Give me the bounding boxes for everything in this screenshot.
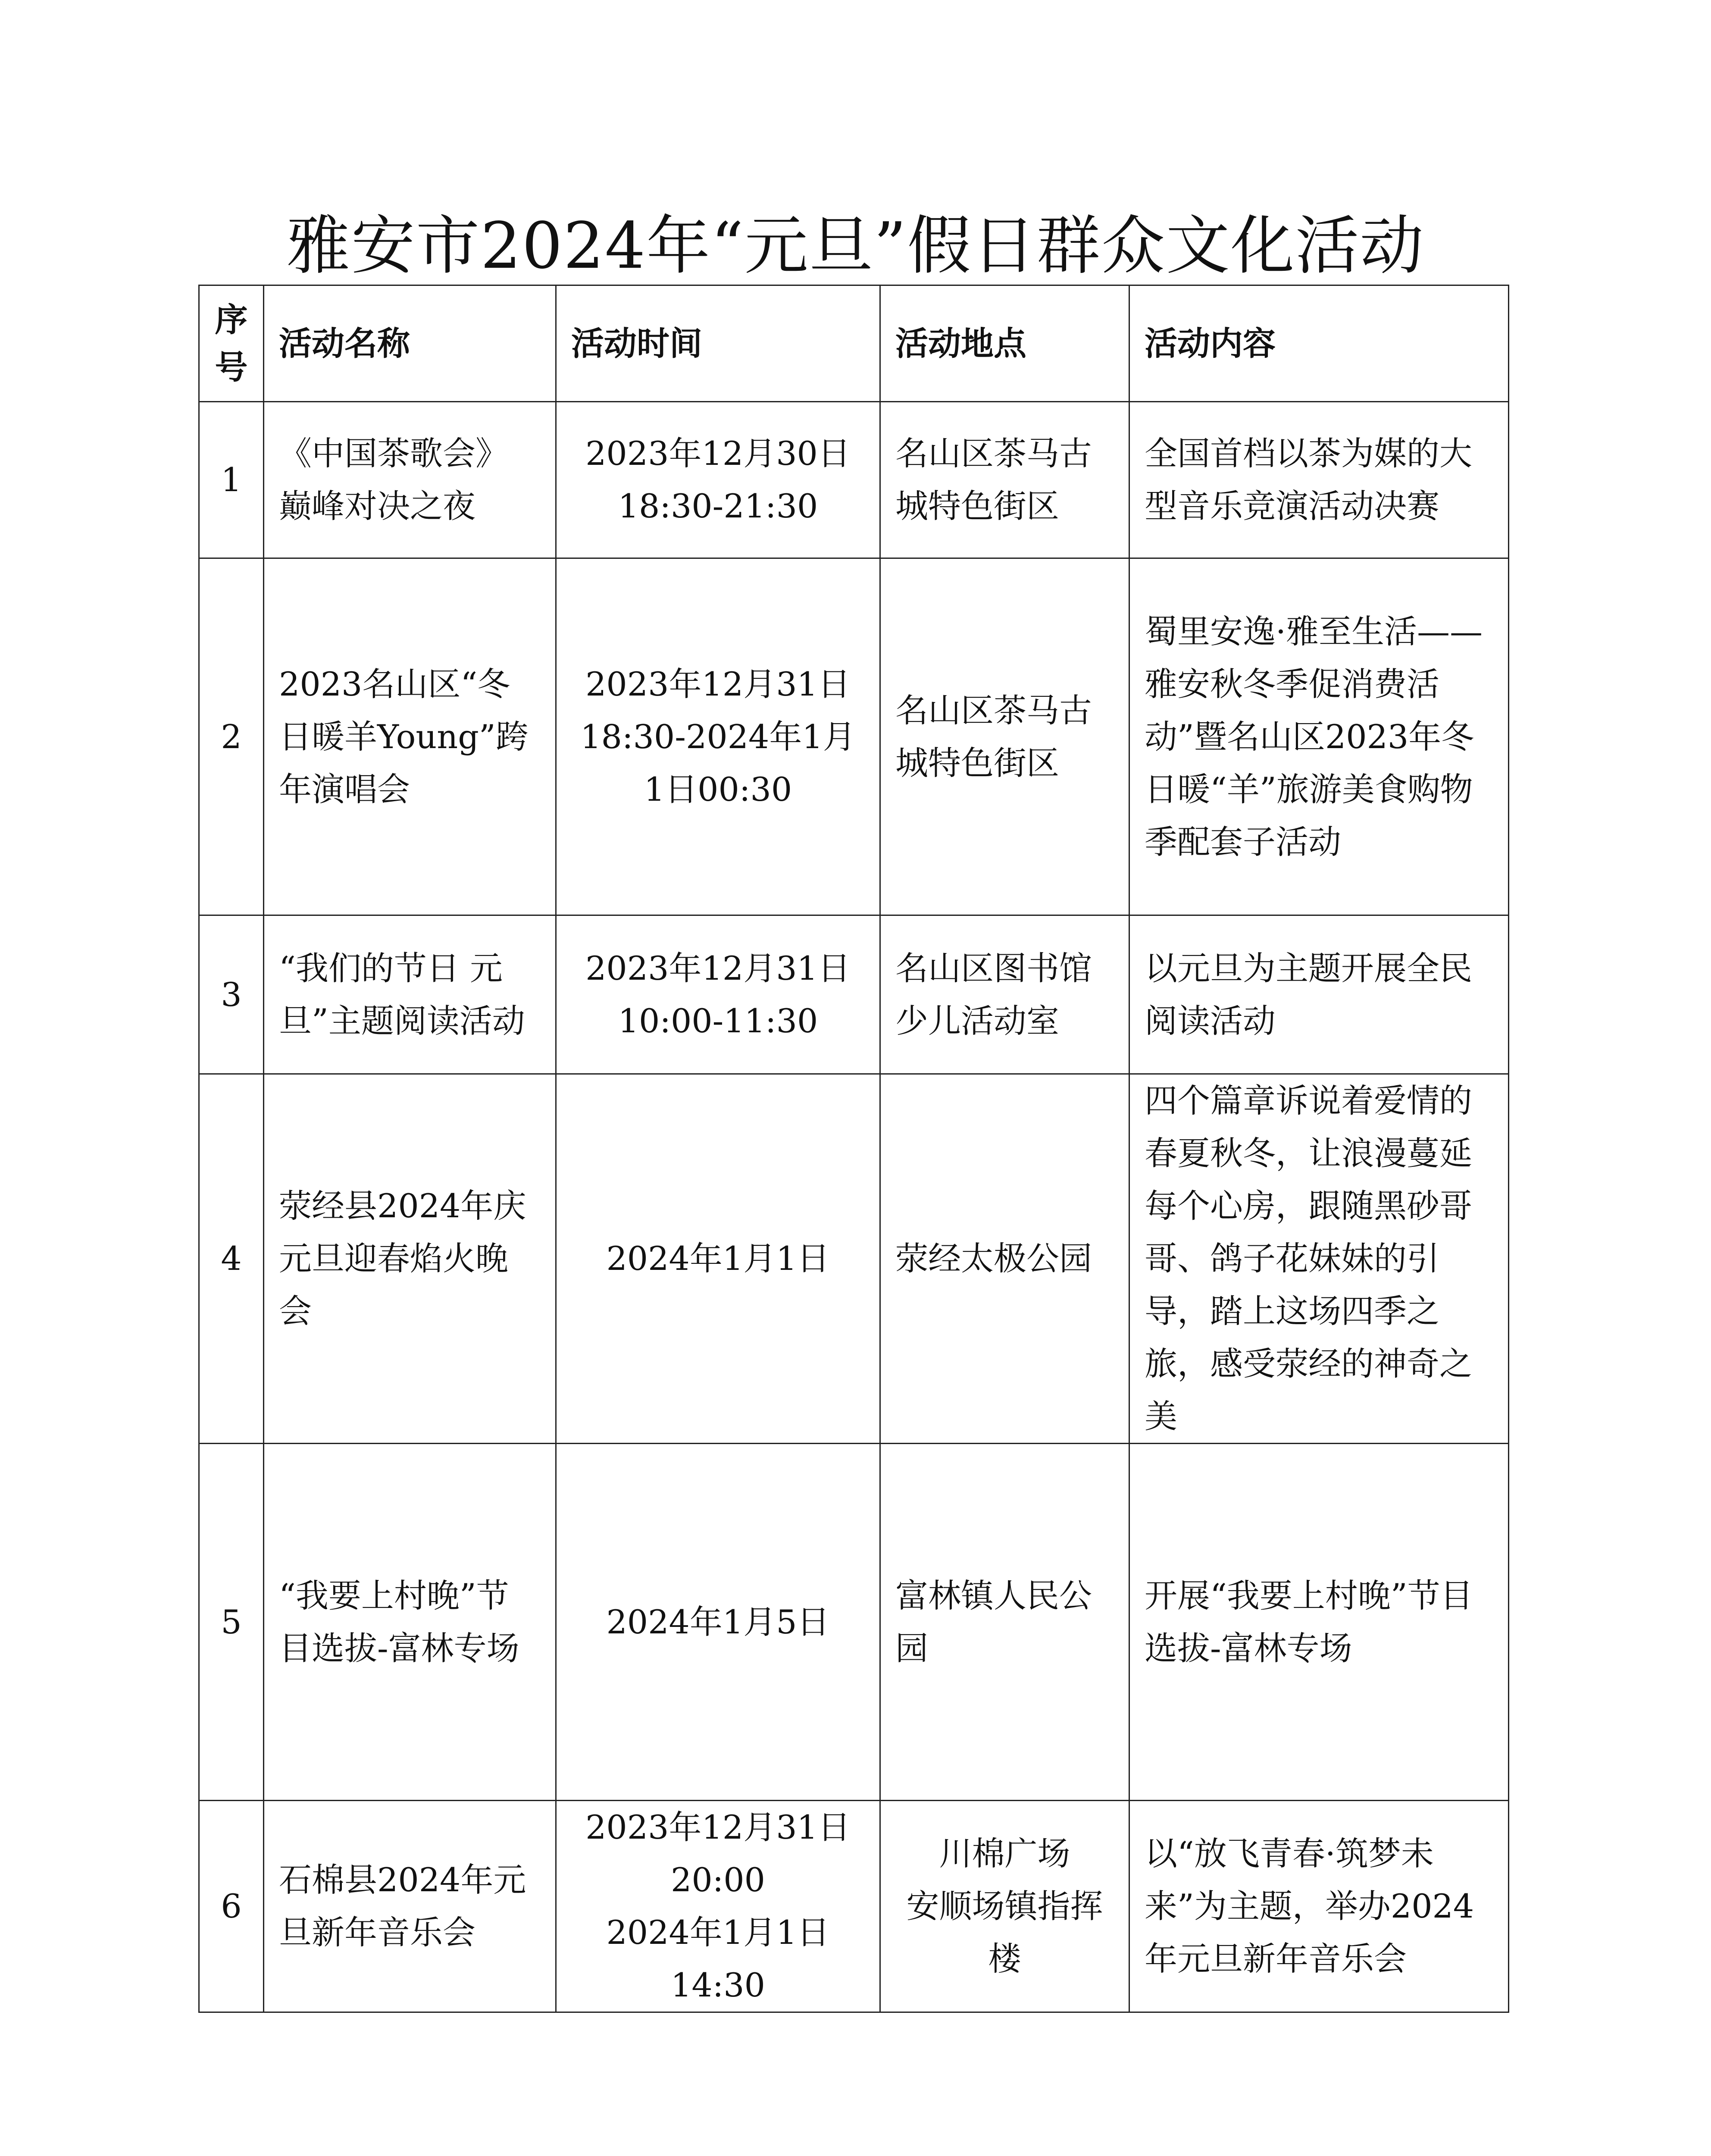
document-title: 雅安市2024年“元旦”假日群众文化活动	[286, 209, 1425, 283]
activity-place-line: 名山区图书馆少儿活动室	[895, 949, 1092, 1040]
activity-content: 四个篇章诉说着爱情的春夏秋冬，让浪漫蔓延每个心房，跟随黑砂哥哥、鸽子花妹妹的引导，踏上这场四季之旅，感受荥经的神奇之美	[1129, 1074, 1509, 1444]
activity-content: 以“放飞青春·筑梦未来”为主题，举办2024年元旦新年音乐会	[1129, 1801, 1509, 2012]
activity-time-line: 2024年1月1日	[606, 1239, 830, 1278]
activity-name: 《中国茶歌会》巅峰对决之夜	[264, 402, 556, 558]
activity-name: 2023名山区“冬日暖羊Young”跨年演唱会	[264, 558, 556, 915]
table-row	[199, 1074, 1509, 1444]
header-number-line1: 序	[215, 300, 248, 339]
activity-time-line: 14:30	[670, 1966, 766, 2004]
row-number: 2	[199, 558, 264, 915]
activity-time-line: 2023年12月31日	[585, 664, 851, 703]
row-number: 5	[199, 1444, 264, 1801]
activity-time-line: 2023年12月30日	[585, 434, 851, 473]
activity-time	[556, 558, 880, 915]
activity-time-line: 2024年1月1日	[606, 1913, 830, 1952]
table-row	[199, 1801, 1509, 2012]
activity-place-line: 名山区茶马古城特色街区	[895, 434, 1092, 525]
activity-name: “我们的节日 元旦”主题阅读活动	[264, 915, 556, 1074]
activity-time-line: 2023年12月31日	[585, 949, 851, 987]
activity-content: 开展“我要上村晚”节目选拔-富林专场	[1129, 1444, 1509, 1801]
activities-table	[198, 285, 1509, 2013]
activity-content: 以元旦为主题开展全民阅读活动	[1129, 915, 1509, 1074]
activity-place-line: 荥经太极公园	[895, 1239, 1092, 1278]
table-row	[199, 1444, 1509, 1801]
activity-time-line: 10:00-11:30	[618, 1001, 818, 1040]
activity-time	[556, 1801, 880, 2012]
activity-time	[556, 1444, 880, 1801]
activity-name: 荥经县2024年庆元旦迎春焰火晚会	[264, 1074, 556, 1444]
row-number: 6	[199, 1801, 264, 2012]
activity-place-line: 名山区茶马古城特色街区	[895, 691, 1092, 782]
row-number: 3	[199, 915, 264, 1074]
activity-time	[556, 915, 880, 1074]
row-number: 4	[199, 1074, 264, 1444]
activity-name: 石棉县2024年元旦新年音乐会	[264, 1801, 556, 2012]
activity-name: “我要上村晚”节目选拔-富林专场	[264, 1444, 556, 1801]
header-number	[199, 285, 264, 402]
activity-place-line: 安顺场镇指挥楼	[906, 1887, 1103, 1978]
activity-place	[880, 558, 1129, 915]
activity-place	[880, 915, 1129, 1074]
table-row	[199, 558, 1509, 915]
activity-place	[880, 1444, 1129, 1801]
header-activity-place: 活动地点	[880, 285, 1129, 402]
activity-time-line: 18:30-2024年1月	[580, 717, 856, 756]
activity-time	[556, 402, 880, 558]
header-activity-name: 活动名称	[264, 285, 556, 402]
row-number: 1	[199, 402, 264, 558]
table-row	[199, 915, 1509, 1074]
activity-place-line: 川棉广场	[939, 1834, 1070, 1873]
activity-place	[880, 1074, 1129, 1444]
activity-content: 蜀里安逸·雅至生活——雅安秋冬季促消费活动”暨名山区2023年冬日暖“羊”旅游美食购物季配套子活动	[1129, 558, 1509, 915]
activity-place-line: 富林镇人民公园	[895, 1576, 1092, 1667]
activity-time-line: 1日00:30	[644, 770, 792, 808]
header-activity-content: 活动内容	[1129, 285, 1509, 402]
table-row	[199, 402, 1509, 558]
activity-time-line: 2024年1月5日	[606, 1602, 830, 1641]
header-activity-time: 活动时间	[556, 285, 880, 402]
activity-time	[556, 1074, 880, 1444]
header-number-line2: 号	[215, 348, 248, 386]
activity-content: 全国首档以茶为媒的大型音乐竞演活动决赛	[1129, 402, 1509, 558]
activity-time-line: 20:00	[670, 1861, 766, 1899]
activity-time-line: 18:30-21:30	[618, 487, 818, 525]
activity-time-line: 2023年12月31日	[585, 1808, 851, 1846]
table-header-row	[199, 285, 1509, 402]
activity-place	[880, 1801, 1129, 2012]
activity-place	[880, 402, 1129, 558]
